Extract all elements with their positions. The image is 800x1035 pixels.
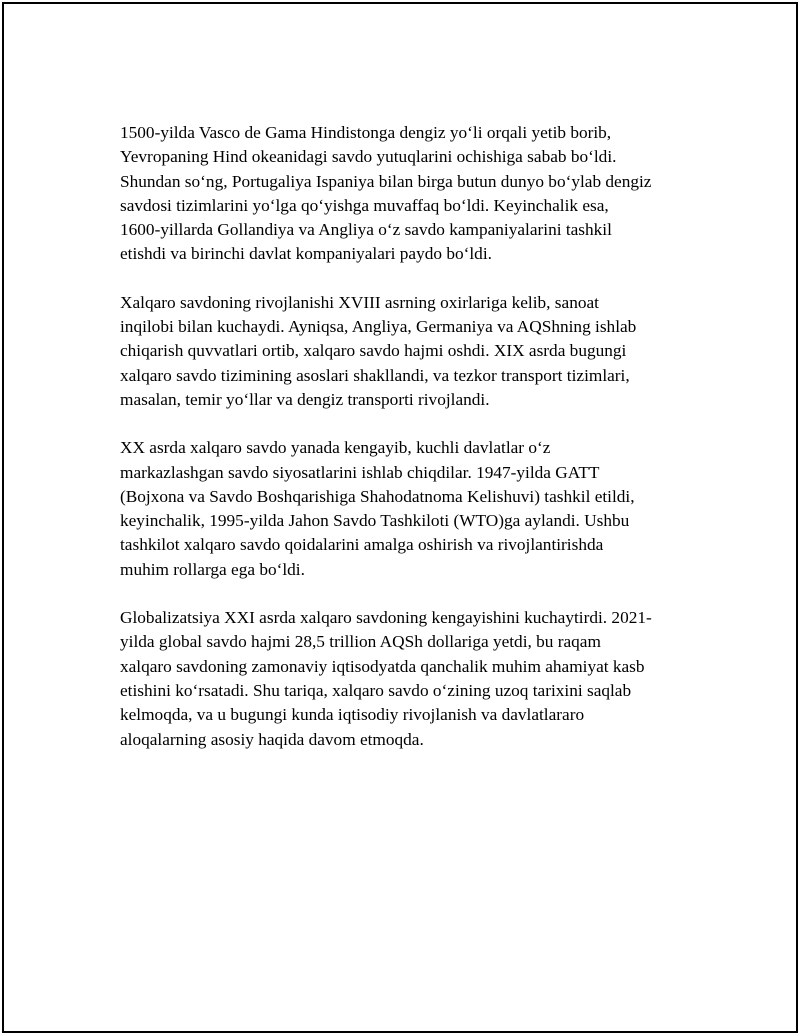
document-page: [2, 2, 798, 1033]
text-line: chiqarish quvvatlari ortib, xalqaro savdo hajmi oshdi. XIX asrda bugungi: [120, 341, 627, 361]
text-line: Shundan so‘ng, Portugaliya Ispaniya bilan birga butun dunyo bo‘ylab dengiz: [120, 171, 652, 191]
paragraph-4: [120, 606, 694, 752]
text-line: aloqalarning asosiy haqida davom etmoqda.: [120, 729, 424, 749]
text-line: Globalizatsiya XXI asrda xalqaro savdoning kengayishini kuchaytirdi. 2021-: [120, 608, 652, 628]
text-line: keyinchalik, 1995-yilda Jahon Savdo Tashkiloti (WTO)ga aylandi. Ushbu: [120, 511, 630, 531]
text-line: tashkilot xalqaro savdo qoidalarini amalga oshirish va rivojlantirishda: [120, 535, 604, 555]
text-line: savdosi tizimlarini yo‘lga qo‘yishga muvaffaq bo‘ldi. Keyinchalik esa,: [120, 195, 609, 215]
paragraph-3: [120, 436, 694, 582]
text-line: etishini ko‘rsatadi. Shu tariqa, xalqaro savdo o‘zining uzoq tarixini saqlab: [120, 680, 632, 700]
paragraph-1: [120, 121, 694, 267]
text-line: Xalqaro savdoning rivojlanishi XVIII asrning oxirlariga kelib, sanoat: [120, 292, 599, 312]
document-body: [120, 121, 694, 776]
text-line: 1600-yillarda Gollandiya va Angliya o‘z savdo kampaniyalarini tashkil: [120, 220, 612, 240]
text-line: yilda global savdo hajmi 28,5 trillion AQSh dollariga yetdi, bu raqam: [120, 632, 601, 652]
text-line: muhim rollarga ega bo‘ldi.: [120, 559, 305, 579]
text-line: xalqaro savdoning zamonaviy iqtisodyatda qanchalik muhim ahamiyat kasb: [120, 656, 645, 676]
text-line: Yevropaning Hind okeanidagi savdo yutuqlarini ochishiga sabab bo‘ldi.: [120, 147, 617, 167]
text-line: inqilobi bilan kuchaydi. Ayniqsa, Angliya, Germaniya va AQShning ishlab: [120, 317, 637, 337]
text-line: (Bojxona va Savdo Boshqarishiga Shahodatnoma Kelishuvi) tashkil etildi,: [120, 486, 635, 506]
text-line: kelmoqda, va u bugungi kunda iqtisodiy rivojlanish va davlatlararo: [120, 705, 585, 725]
text-line: xalqaro savdo tizimining asoslari shakllandi, va tezkor transport tizimlari,: [120, 365, 630, 385]
text-line: XX asrda xalqaro savdo yanada kengayib, kuchli davlatlar o‘z: [120, 438, 551, 458]
text-line: 1500-yilda Vasco de Gama Hindistonga dengiz yo‘li orqali yetib borib,: [120, 123, 612, 142]
text-line: markazlashgan savdo siyosatlarini ishlab chiqdilar. 1947-yilda GATT: [120, 462, 600, 482]
text-line: masalan, temir yo‘llar va dengiz transporti rivojlandi.: [120, 389, 490, 409]
paragraph-2: [120, 291, 694, 412]
text-line: etishdi va birinchi davlat kompaniyalari paydo bo‘ldi.: [120, 244, 492, 264]
